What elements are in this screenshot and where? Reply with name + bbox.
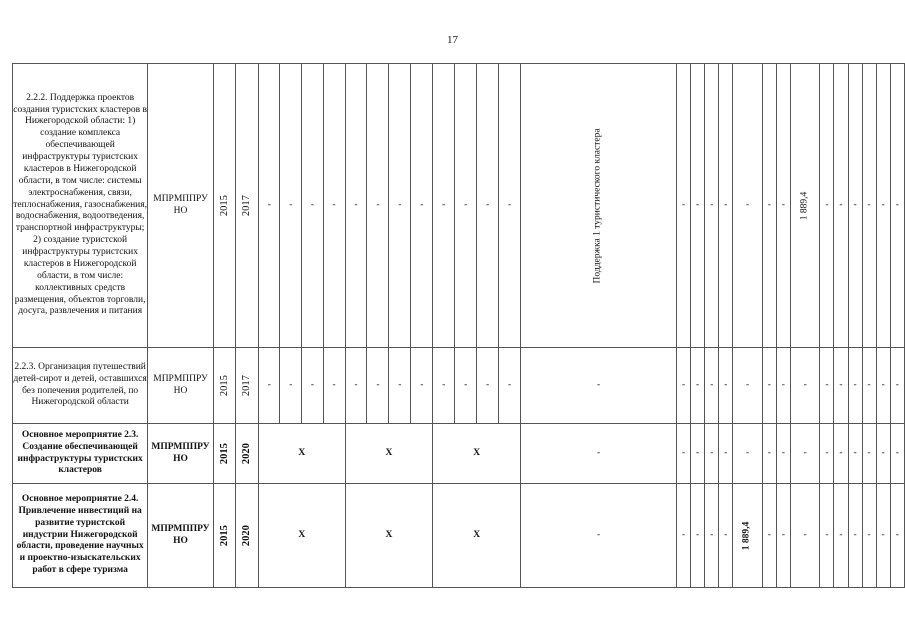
program-table	[12, 63, 905, 588]
value-cell: -	[820, 64, 834, 348]
value-cell: -	[389, 64, 411, 348]
indicator-text: Поддержка 1 туристического кластера	[592, 127, 603, 284]
table-row	[13, 424, 905, 484]
value-cell: -	[345, 64, 367, 348]
value-cell: -	[302, 348, 323, 424]
responsible-executor: МПРМППРУ НО	[148, 484, 214, 588]
value-cell: -	[677, 64, 691, 348]
value-cell: -	[820, 484, 834, 588]
value-cell: -	[521, 484, 677, 588]
value-cell: -	[719, 348, 733, 424]
value-cell: -	[691, 484, 705, 588]
table-row	[13, 64, 905, 348]
value-cell: -	[323, 64, 345, 348]
page-number: 17	[447, 34, 458, 46]
value-cell: -	[733, 424, 763, 484]
value-cell: -	[890, 484, 904, 588]
x-mark-cell: Х	[259, 424, 345, 484]
value-cell: -	[691, 348, 705, 424]
start-year: 2015	[218, 194, 230, 216]
value-cell: -	[762, 424, 776, 484]
value-cell: -	[848, 424, 862, 484]
value-cell: -	[876, 424, 890, 484]
value-cell: -	[733, 348, 763, 424]
value-cell: -	[677, 424, 691, 484]
value-cell: -	[323, 348, 345, 424]
value-cell: -	[705, 484, 719, 588]
value-cell: -	[521, 348, 677, 424]
responsible-executor: МПРМППРУ НО	[148, 424, 214, 484]
value-cell: -	[876, 484, 890, 588]
responsible-executor: МПРМППРУ НО	[148, 348, 214, 424]
value-cell: -	[411, 348, 433, 424]
value-cell: -	[848, 484, 862, 588]
x-mark-cell: Х	[433, 424, 521, 484]
x-mark-cell: Х	[433, 484, 521, 588]
finance-value: 1 889,4	[799, 191, 810, 220]
value-cell: -	[862, 64, 876, 348]
value-cell: -	[455, 348, 477, 424]
value-cell: -	[719, 64, 733, 348]
table-row	[13, 484, 905, 588]
value-cell: -	[820, 424, 834, 484]
value-cell: -	[719, 484, 733, 588]
end-year-cell	[235, 348, 258, 424]
value-cell: -	[862, 484, 876, 588]
value-cell: -	[790, 484, 820, 588]
value-cell: -	[719, 424, 733, 484]
x-mark-cell: Х	[345, 424, 433, 484]
value-cell: -	[762, 484, 776, 588]
value-cell: -	[477, 348, 499, 424]
value-cell: -	[834, 348, 848, 424]
value-cell: -	[705, 64, 719, 348]
value-cell: -	[259, 348, 280, 424]
value-cell: -	[848, 64, 862, 348]
value-cell: -	[499, 348, 521, 424]
x-mark-cell: Х	[259, 484, 345, 588]
x-mark-cell: Х	[345, 484, 433, 588]
value-cell: -	[433, 64, 455, 348]
end-year-cell	[235, 484, 258, 588]
start-year-cell	[213, 64, 235, 348]
end-year: 2017	[241, 374, 253, 396]
value-cell: -	[848, 348, 862, 424]
value-cell: -	[876, 348, 890, 424]
value-cell: -	[776, 64, 790, 348]
value-cell: -	[705, 424, 719, 484]
value-cell: -	[280, 64, 302, 348]
measure-description: Основное мероприятие 2.3. Создание обеспечивающей инфраструктуры туристских кластеров	[13, 424, 148, 484]
end-year: 2020	[241, 442, 253, 464]
value-cell: -	[521, 424, 677, 484]
value-cell: -	[677, 484, 691, 588]
value-cell: -	[834, 64, 848, 348]
value-cell: -	[455, 64, 477, 348]
value-cell: -	[762, 64, 776, 348]
indicator-cell	[521, 64, 677, 348]
value-cell: -	[477, 64, 499, 348]
value-cell: -	[862, 348, 876, 424]
value-cell: -	[259, 64, 280, 348]
value-cell: -	[776, 484, 790, 588]
end-year-cell	[235, 424, 258, 484]
value-cell: -	[762, 348, 776, 424]
value-cell: -	[862, 424, 876, 484]
finance-value: 1 889,4	[741, 521, 752, 550]
start-year: 2015	[218, 524, 230, 546]
measure-description: 2.2.2. Поддержка проектов создания туристских кластеров в Нижегородской области: 1) создание комплекса обеспечивающей инфраструктуры туристских кластеров в Нижегородской области, в том числе: системы электроснабжения, связи, теплоснабжения, газоснабжения, водоснабжения, водоотведения, транспортной инфраструктуры; 2) создание туристской инфраструктуры туристских кластеров в Нижегородской области, в том числе: коллективных средств размещения, объектов торговли, досуга, развлечения и питания	[13, 64, 148, 348]
value-cell: -	[790, 348, 820, 424]
value-cell: -	[691, 64, 705, 348]
value-cell: -	[345, 348, 367, 424]
start-year-cell	[213, 424, 235, 484]
value-cell: -	[367, 348, 389, 424]
value-cell: -	[890, 424, 904, 484]
value-cell: -	[776, 348, 790, 424]
value-cell: -	[890, 348, 904, 424]
value-cell: -	[890, 64, 904, 348]
end-year-cell	[235, 64, 258, 348]
value-cell: -	[834, 424, 848, 484]
value-cell: -	[733, 64, 763, 348]
value-cell: -	[776, 424, 790, 484]
end-year: 2017	[241, 194, 253, 216]
value-cell: -	[499, 64, 521, 348]
end-year: 2020	[241, 524, 253, 546]
value-cell: -	[433, 348, 455, 424]
finance-cell	[733, 484, 763, 588]
value-cell: -	[834, 484, 848, 588]
start-year-cell	[213, 348, 235, 424]
value-cell: -	[411, 64, 433, 348]
measure-description: 2.2.3. Организация путешествий детей-сирот и детей, оставшихся без попечения родителей, по Нижегородской области	[13, 348, 148, 424]
value-cell: -	[389, 348, 411, 424]
measure-description: Основное мероприятие 2.4. Привлечение инвестиций на развитие туристской индустрии Нижегородской области, проведение научных и проектно-изыскательских работ в сфере туризма	[13, 484, 148, 588]
value-cell: -	[367, 64, 389, 348]
value-cell: -	[876, 64, 890, 348]
finance-cell	[790, 64, 820, 348]
value-cell: -	[790, 424, 820, 484]
start-year: 2015	[218, 442, 230, 464]
value-cell: -	[705, 348, 719, 424]
value-cell: -	[280, 348, 302, 424]
table-row	[13, 348, 905, 424]
value-cell: -	[677, 348, 691, 424]
responsible-executor: МПРМППРУ НО	[148, 64, 214, 348]
value-cell: -	[691, 424, 705, 484]
value-cell: -	[302, 64, 323, 348]
start-year: 2015	[218, 374, 230, 396]
value-cell: -	[820, 348, 834, 424]
start-year-cell	[213, 484, 235, 588]
